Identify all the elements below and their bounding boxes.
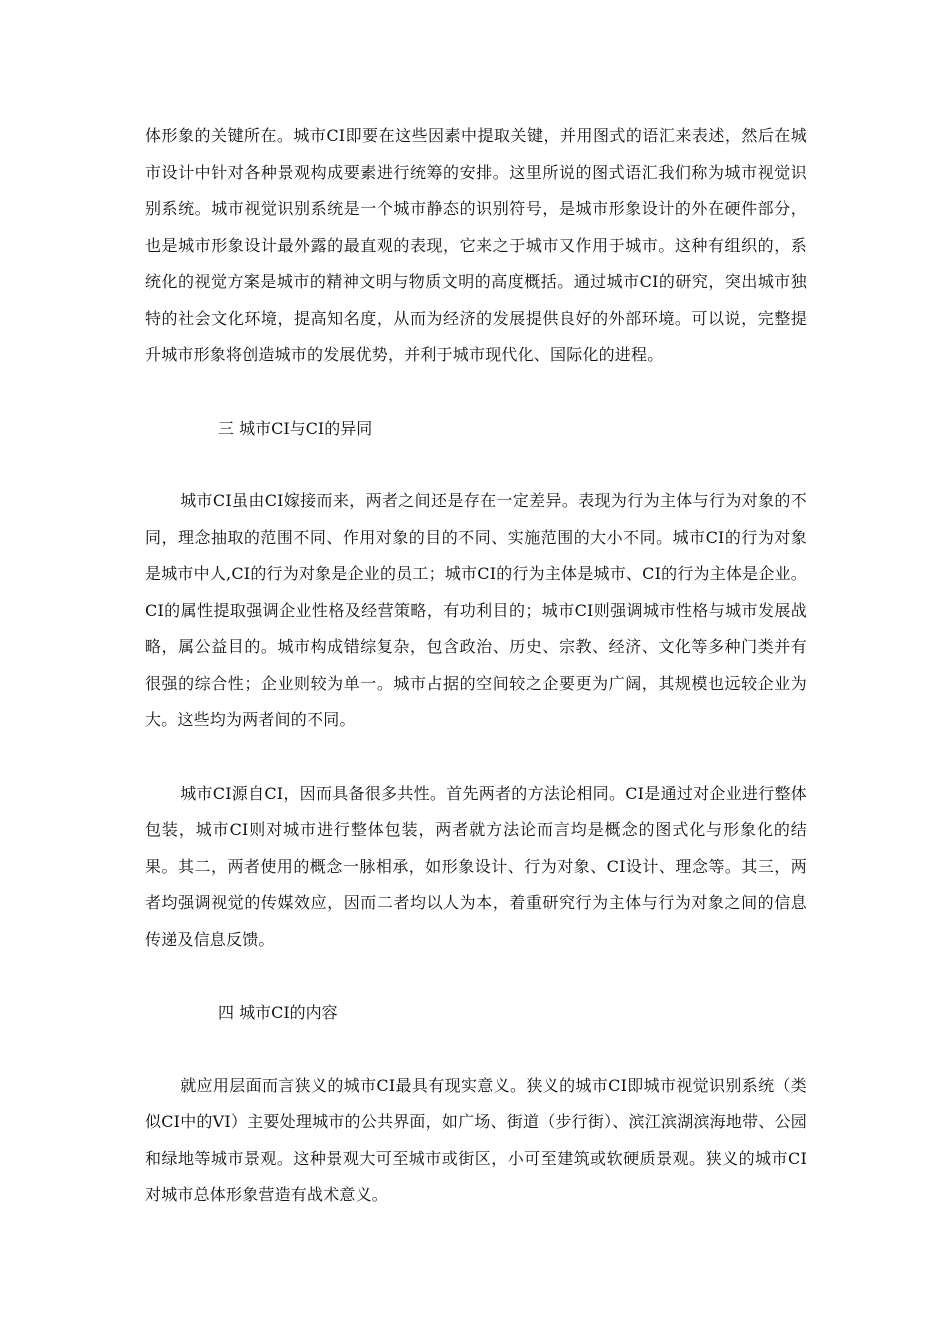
document-page: [145, 118, 807, 1214]
section-4-paragraph-1: 就应用层面而言狭义的城市CI最具有现实意义。狭义的城市CI即城市视觉识别系统（类似CI中的VI）主要处理城市的公共界面，如广场、街道（步行街）、滨江滨湖滨海地带、公园和绿地等城市景观。这种景观大可至城市或街区，小可至建筑或软硬质景观。狭义的城市CI对城市总体形象营造有战术意义。: [145, 1075, 807, 1204]
section-3-heading: 三 城市CI与CI的异同: [218, 418, 373, 438]
section-4-heading: 四 城市CI的内容: [218, 1003, 338, 1022]
intro-paragraph: 体形象的关键所在。城市CI即要在这些因素中提取关键，并用图式的语汇来表述，然后在城市设计中针对各种景观构成要素进行统筹的安排。这里所说的图式语汇我们称为城市视觉识别系统。城市视觉识别系统是一个城市静态的识别符号，是城市形象设计的外在硬件部分，也是城市形象设计最外露的最直观的表现，它来之于城市又作用于城市。这种有组织的，系统化的视觉方案是城市的精神文明与物质文明的高度概括。通过城市CI的研究，突出城市独特的社会文化环境，提高知名度，从而为经济的发展提供良好的外部环境。可以说，完整提升城市形象将创造城市的发展优势，并利于城市现代化、国际化的进程。: [145, 126, 807, 364]
section-3-paragraph-1: 城市CI虽由CI嫁接而来，两者之间还是存在一定差异。表现为行为主体与行为对象的不同，理念抽取的范围不同、作用对象的目的不同、实施范围的大小不同。城市CI的行为对象是城市中人,CI的行为对象是企业的员工；城市CI的行为主体是城市、CI的行为主体是企业。CI的属性提取强调企业性格及经营策略，有功利目的；城市CI则强调城市性格与城市发展战略，属公益目的。城市构成错综复杂，包含政治、历史、宗教、经济、文化等多种门类并有很强的综合性；企业则较为单一。城市占据的空间较之企要更为广阔，其规模也远较企业为大。这些均为两者间的不同。: [145, 491, 807, 729]
section-3-paragraph-2: 城市CI源自CI，因而具备很多共性。首先两者的方法论相同。CI是通过对企业进行整体包装，城市CI则对城市进行整体包装，两者就方法论而言均是概念的图式化与形象化的结果。其二，两者使用的概念一脉相承，如形象设计、行为对象、CI设计、理念等。其三，两者均强调视觉的传媒效应，因而二者均以人为本，着重研究行为主体与行为对象之间的信息传递及信息反馈。: [145, 783, 807, 949]
